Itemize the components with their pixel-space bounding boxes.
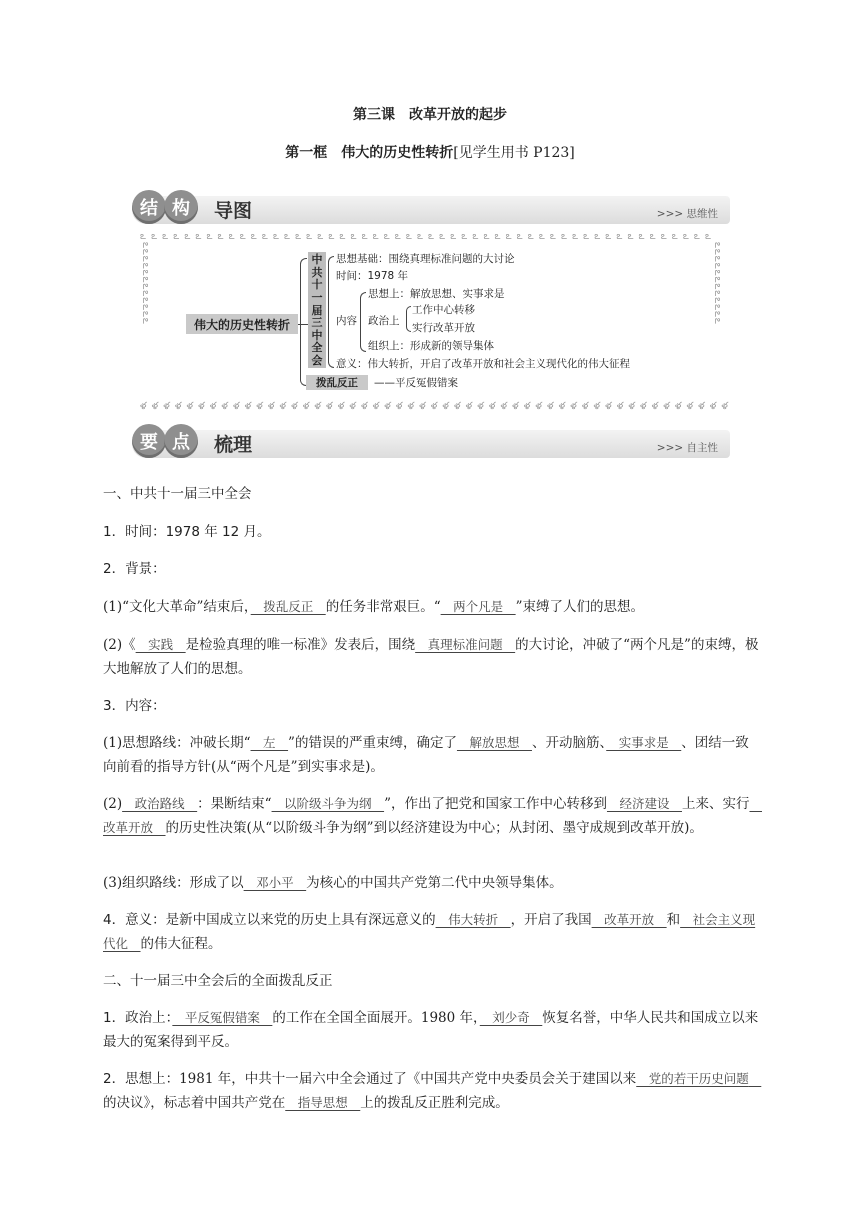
text: (3)组织路线：形成了以 bbox=[103, 875, 244, 891]
blank-answer: 刘少奇 bbox=[479, 1010, 543, 1025]
plenum-bracket bbox=[328, 256, 334, 368]
text: (1)“文化大革命”结束后， bbox=[103, 599, 251, 615]
plenum-vertical-char: 中 bbox=[311, 328, 323, 342]
mm-politics-label: 政治上 bbox=[368, 315, 400, 327]
text: 上的拨乱反正胜利完成。 bbox=[360, 1095, 509, 1111]
text: ，开启了我国 bbox=[510, 912, 592, 928]
text: ”，作出了把党和国家工作中心转移到 bbox=[384, 796, 607, 812]
text: 的大讨论，冲破了“两个凡是”的束缚，极大地解放了人们的思想。 bbox=[103, 637, 759, 677]
blank-answer: 社会主义现代化 bbox=[103, 912, 756, 951]
plenum-vertical-label bbox=[308, 252, 326, 368]
banner-tag: >>> 思维性 bbox=[656, 208, 718, 220]
plenum-vertical-char: 一 bbox=[311, 290, 323, 304]
mm-time: 时间：1978 年 bbox=[336, 270, 409, 282]
text: 、开动脑筋、 bbox=[531, 735, 607, 751]
s1-time: 1．时间：1978 年 12 月。 bbox=[103, 524, 271, 540]
section-2-heading: 二、十一届三中全会后的全面拨乱反正 bbox=[103, 973, 333, 989]
text: 的历史性决策(从“以阶级斗争为纲”到以经济建设为中心；从封闭、墨守成规到改革开放)。 bbox=[165, 820, 703, 836]
blank-answer: 改革开放 bbox=[591, 912, 667, 927]
ornament-border-bottom: ళ ళ ళ ళ ళ ళ ళ ళ ళ ళ ళ ళ ళ ళ ళ ళ ళ ళ ళ ళ ళ ళ ళ ళ ళ ళ ళ ళ ళ ళ ళ ళ ళ ళ ళ ళ ళ ళ ళ ళ ళ ళ ళ ళ ళ ళ ళ ళ ళ ళ ళ bbox=[140, 401, 729, 412]
text: ”的错误的严重束缚，确定了 bbox=[288, 735, 457, 751]
text: 4．意义： bbox=[103, 912, 166, 928]
blank-answer: 经济建设 bbox=[606, 796, 682, 811]
blank-answer: 拨乱反正 bbox=[250, 599, 326, 614]
banner-char-2: 点 bbox=[164, 424, 198, 458]
frame-title bbox=[0, 142, 860, 162]
mm-org: 组织上：形成新的领导集体 bbox=[368, 340, 494, 352]
plenum-vertical-char: 届 bbox=[311, 303, 323, 317]
blank-answer: 实事求是 bbox=[606, 735, 682, 750]
blank-answer: 指导思想 bbox=[285, 1095, 361, 1110]
blank-answer: 解放思想 bbox=[456, 735, 532, 750]
ornament-border-top: ఽ ఽ ఽ ఽ ఽ ఽ ఽ ఽ ఽ ఽ ఽ ఽ ఽ ఽ ఽ ఽ ఽ ఽ ఽ ఽ ఽ ఽ ఽ ఽ ఽ ఽ ఽ ఽ ఽ ఽ ఽ ఽ ఽ ఽ ఽ ఽ ఽ ఽ ఽ ఽ ఽ ఽ ఽ ఽ ఽ ఽ ఽ ఽ ఽ ఽ ఽ ఽ bbox=[140, 231, 712, 242]
blank-answer: 政治路线 bbox=[122, 796, 198, 811]
banner-char-1: 结 bbox=[132, 190, 166, 224]
page-reference: [见学生用书 P123] bbox=[453, 145, 575, 161]
text: 的决议》，标志着中国共产党在 bbox=[103, 1095, 286, 1111]
meaning bbox=[103, 908, 759, 956]
mm-content-label: 内容 bbox=[336, 315, 357, 327]
s1-content-label: 3．内容： bbox=[103, 698, 166, 714]
content-2 bbox=[103, 792, 762, 840]
mm-bofan-text: ——平反冤假错案 bbox=[374, 377, 458, 389]
frame-title-text: 第一框 伟大的历史性转折 bbox=[285, 145, 454, 161]
text: 恢复名誉，中华人民共和国成立以来最大的冤案得到平反。 bbox=[103, 1010, 759, 1050]
banner-word: 导图 bbox=[214, 200, 253, 222]
content-1 bbox=[103, 731, 759, 779]
blank-answer: 以阶级斗争为纲 bbox=[271, 796, 385, 811]
politics-bracket bbox=[406, 306, 411, 332]
political-item bbox=[103, 1006, 759, 1054]
background-2 bbox=[103, 633, 759, 681]
text: 是检验真理的唯一标准》发表后，围绕 bbox=[185, 637, 416, 653]
plenum-vertical-char: 会 bbox=[311, 354, 323, 367]
background-1 bbox=[103, 595, 759, 619]
text: 的任务非常艰巨。“ bbox=[325, 599, 441, 615]
root-bracket bbox=[300, 258, 307, 386]
blank-answer: 左 bbox=[250, 735, 289, 750]
blank-answer: 实践 bbox=[135, 637, 186, 652]
blank-answer: 伟大转折 bbox=[435, 912, 511, 927]
key-points-banner bbox=[132, 424, 730, 464]
plenum-vertical-char: 中 bbox=[311, 253, 323, 266]
banner-char-1: 要 bbox=[132, 424, 166, 458]
blank-answer: 邓小平 bbox=[243, 875, 307, 890]
plenum-vertical-char: 三 bbox=[311, 316, 323, 330]
lesson-title: 第三课 改革开放的起步 bbox=[353, 107, 507, 123]
text: ”束缚了人们的思想。 bbox=[515, 599, 645, 615]
text: (2)《 bbox=[103, 637, 136, 653]
mind-map-root: 伟大的历史性转折 bbox=[186, 314, 298, 334]
plenum-vertical-char: 全 bbox=[311, 341, 323, 355]
text: 的工作在全国全面展开。1980 年， bbox=[272, 1010, 480, 1026]
s1-background-label: 2．背景： bbox=[103, 561, 166, 577]
content-bracket bbox=[360, 292, 366, 352]
blank-answer: 两个凡是 bbox=[440, 599, 516, 614]
mm-basis: 思想基础：围绕真理标准问题的大讨论 bbox=[336, 253, 515, 265]
text: 、团结一致向前看的指导方针(从“两个凡是”到实事求是)。 bbox=[103, 735, 749, 775]
plenum-vertical-char: 十 bbox=[311, 278, 323, 292]
blank-answer: 平反冤假错案 bbox=[172, 1010, 273, 1025]
banner-tag: >>> 自主性 bbox=[656, 442, 718, 454]
blank-answer: 改革开放 bbox=[103, 796, 762, 835]
mm-politics-2: 实行改革开放 bbox=[412, 322, 475, 334]
mm-thought: 思想上：解放思想、实事求是 bbox=[368, 288, 505, 300]
mm-meaning: 意义：伟大转折，开启了改革开放和社会主义现代化的伟大征程 bbox=[336, 358, 630, 370]
structure-map-banner bbox=[132, 190, 730, 230]
text: (1)思想路线：冲破长期“ bbox=[103, 735, 251, 751]
text: 是新中国成立以来党的历史上具有深远意义的 bbox=[165, 912, 436, 928]
content-3 bbox=[103, 871, 759, 895]
mm-politics-1: 工作中心转移 bbox=[412, 304, 475, 316]
text: 2．思想上： bbox=[103, 1071, 180, 1087]
text: ：果断结束“ bbox=[197, 796, 272, 812]
ideological-item bbox=[103, 1067, 762, 1115]
ornament-border-left: ఽఽఽఽఽఽఽఽఽఽఽఽ bbox=[140, 242, 151, 325]
text: 上来、实行 bbox=[681, 796, 750, 812]
ornament-border-right: ఽఽఽఽఽఽఽఽఽఽఽఽ bbox=[712, 242, 723, 325]
text: 和 bbox=[666, 912, 681, 928]
text: (2) bbox=[103, 796, 123, 812]
section-1-heading: 一、中共十一届三中全会 bbox=[103, 486, 252, 502]
text: 的伟大征程。 bbox=[140, 936, 222, 952]
blank-answer: 党的若干历史问题 bbox=[636, 1071, 762, 1086]
plenum-vertical-char: 共 bbox=[311, 265, 323, 279]
banner-word: 梳理 bbox=[214, 434, 253, 456]
blank-answer: 真理标准问题 bbox=[415, 637, 516, 652]
text: 1981 年，中共十一届六中全会通过了《中国共产党中央委员会关于建国以来 bbox=[179, 1071, 637, 1087]
text: 1．政治上： bbox=[103, 1010, 173, 1026]
banner-char-2: 构 bbox=[164, 190, 198, 224]
text: 为核心的中国共产党第二代中央领导集体。 bbox=[306, 875, 563, 891]
mm-bofan: 拨乱反正 bbox=[306, 375, 368, 390]
